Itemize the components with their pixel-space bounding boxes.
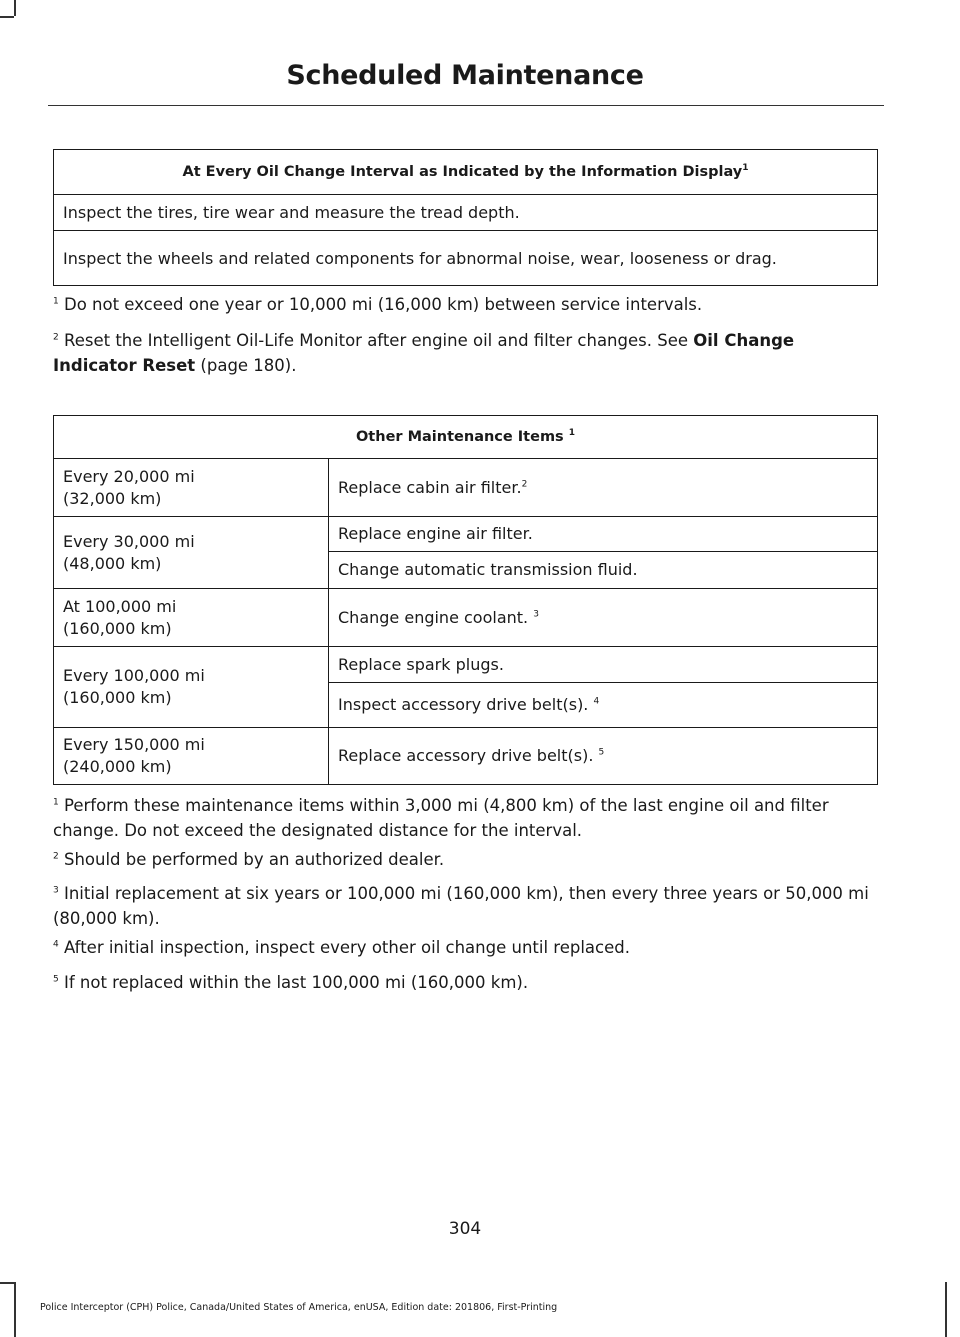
footnote-ref: 2 — [521, 479, 528, 490]
table-row — [54, 728, 878, 785]
interval-cell: Every 150,000 mi (240,000 km) — [54, 728, 329, 785]
other-maintenance-table — [53, 415, 878, 785]
footnote: $^5$ If not replaced within the last 100,000 mi (160,000 km). — [53, 973, 529, 992]
item-cell: Replace spark plugs. — [329, 647, 878, 683]
item-cell: Change automatic transmission fluid. — [329, 552, 878, 589]
footnote-ref: 1 — [53, 797, 59, 808]
footnote: $^4$ After initial inspection, inspect every other oil change until replaced. — [53, 938, 630, 957]
item-cell: Change engine coolant. $^3$ — [329, 589, 878, 647]
footnote-ref: 5 — [598, 747, 605, 758]
crop-mark-top-left — [0, 16, 14, 18]
footnote-ref: 2 — [53, 851, 59, 862]
crop-mark-bottom-left — [0, 1282, 14, 1284]
oil-change-table — [53, 149, 878, 286]
table-row — [54, 517, 878, 552]
footnote-ref: 1 — [53, 296, 59, 307]
footnote: $^2$ Reset the Intelligent Oil-Life Monitor after engine oil and filter changes. See Oil Change Indicator Reset (page 180). — [53, 331, 795, 375]
crop-mark-bottom-left — [14, 1282, 16, 1337]
footnote-ref: 1 — [742, 163, 749, 174]
footnote-ref: 2 — [53, 332, 59, 343]
interval-cell: At 100,000 mi (160,000 km) — [54, 589, 329, 647]
interval-cell: Every 30,000 mi (48,000 km) — [54, 517, 329, 589]
interval-cell: Every 100,000 mi (160,000 km) — [54, 647, 329, 728]
table-row — [54, 459, 878, 517]
table-row — [54, 589, 878, 647]
page-title: Scheduled Maintenance — [286, 60, 644, 91]
crop-mark-top-left — [14, 0, 16, 16]
footnote-ref: 3 — [53, 885, 59, 896]
footnote-ref: 5 — [53, 974, 59, 985]
footnote: $^3$ Initial replacement at six years or 100,000 mi (160,000 km), then every three years or 50,000 mi (80,000 km). — [53, 884, 869, 928]
other-maintenance-table-heading: Other Maintenance Items $^1$ — [54, 416, 878, 459]
footnote-ref: 4 — [53, 939, 59, 950]
item-cell: Replace cabin air filter.$^2$ — [329, 459, 878, 517]
table-row: Inspect the tires, tire wear and measure the tread depth. — [54, 195, 878, 231]
title-divider — [48, 105, 884, 106]
table-row — [54, 647, 878, 683]
crop-mark-bottom-right — [945, 1282, 947, 1337]
interval-cell: Every 20,000 mi (32,000 km) — [54, 459, 329, 517]
item-cell: Inspect accessory drive belt(s). $^4$ — [329, 683, 878, 728]
footnote: $^2$ Should be performed by an authorized dealer. — [53, 850, 445, 869]
footnote-ref: 1 — [568, 428, 576, 439]
item-cell: Replace engine air filter. — [329, 517, 878, 552]
footnote-ref: 3 — [533, 609, 539, 620]
footnote: $^1$ Do not exceed one year or 10,000 mi (16,000 km) between service intervals. — [53, 295, 703, 314]
table-row: Inspect the wheels and related components for abnormal noise, wear, looseness or drag. — [54, 231, 878, 286]
page-number: 304 — [448, 1219, 482, 1239]
item-cell: Replace accessory drive belt(s). $^5$ — [329, 728, 878, 785]
oil-change-table-heading: At Every Oil Change Interval as Indicated by the Information Display$^1$ — [54, 150, 878, 195]
footer-edition-info: Police Interceptor (CPH) Police, Canada/United States of America, enUSA, Edition date: 201806, First-Printing — [40, 1302, 558, 1313]
footnote-ref: 4 — [593, 696, 600, 707]
cross-reference-link[interactable]: Oil Change Indicator Reset — [53, 331, 795, 375]
footnote: $^1$ Perform these maintenance items within 3,000 mi (4,800 km) of the last engine oil and filter change. Do not exceed the designated distance for the interval. — [53, 796, 829, 840]
